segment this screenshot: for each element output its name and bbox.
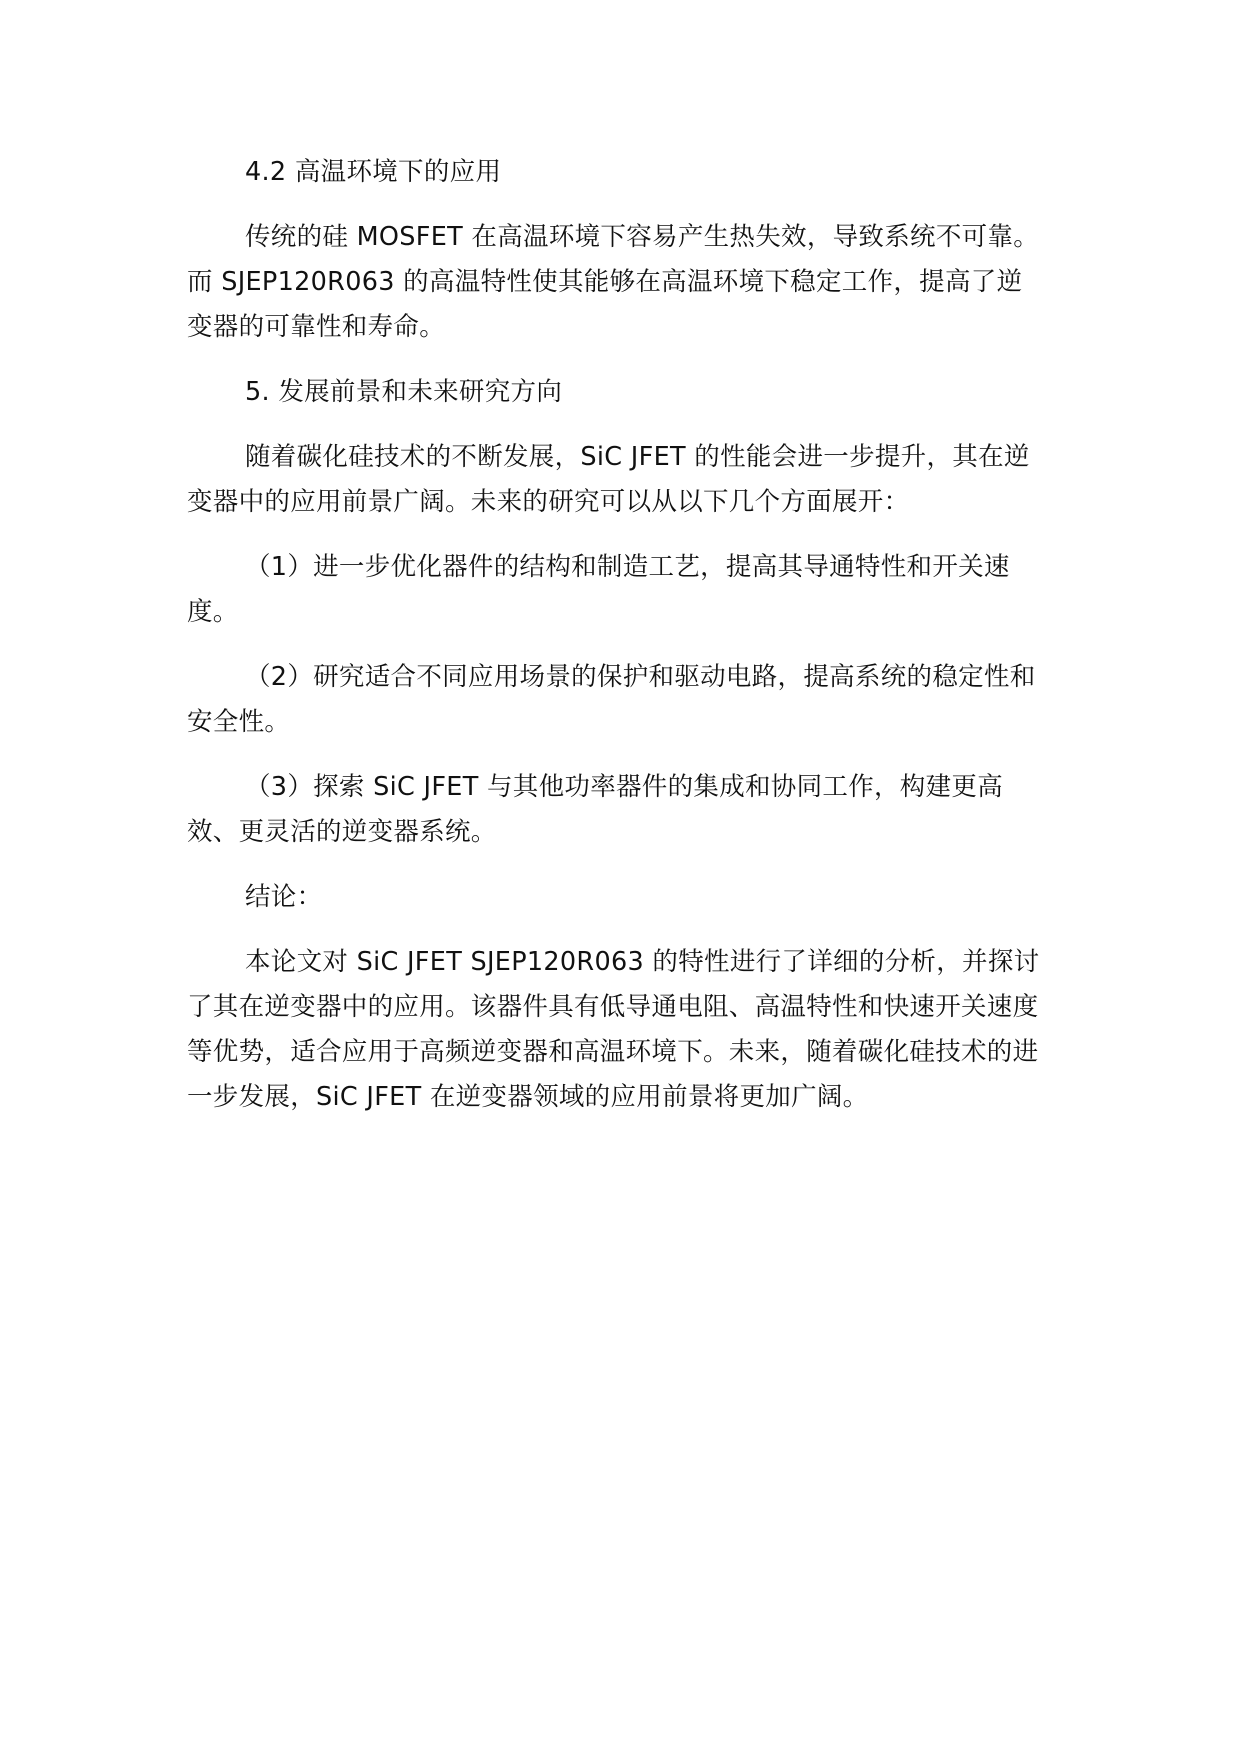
paragraph-outlook: 随着碳化硅技术的不断发展，SiC JFET 的性能会进一步提升，其在逆变器中的应用前景广阔。未来的研究可以从以下几个方面展开：	[187, 442, 1030, 517]
section-heading-4-2: 4.2 高温环境下的应用	[245, 157, 502, 187]
list-item-3: （3）探索 SiC JFET 与其他功率器件的集成和协同工作，构建更高效、更灵活的逆变器系统。	[187, 772, 1003, 847]
document-body	[187, 150, 1047, 1140]
conclusion-paragraph: 本论文对 SiC JFET SJEP120R063 的特性进行了详细的分析，并探讨了其在逆变器中的应用。该器件具有低导通电阻、高温特性和快速开关速度等优势，适合应用于高频逆变器和高温环境下。未来，随着碳化硅技术的进一步发展，SiC JFET 在逆变器领域的应用前景将更加广阔。	[187, 947, 1040, 1112]
conclusion-heading: 结论：	[245, 882, 323, 912]
list-item-1: （1）进一步优化器件的结构和制造工艺，提高其导通特性和开关速度。	[187, 552, 1010, 627]
list-item-2: （2）研究适合不同应用场景的保护和驱动电路，提高系统的稳定性和安全性。	[187, 662, 1036, 737]
section-heading-5: 5. 发展前景和未来研究方向	[245, 377, 563, 407]
paragraph-high-temp: 传统的硅 MOSFET 在高温环境下容易产生热失效，导致系统不可靠。而 SJEP120R063 的高温特性使其能够在高温环境下稳定工作，提高了逆变器的可靠性和寿命。	[187, 222, 1040, 342]
